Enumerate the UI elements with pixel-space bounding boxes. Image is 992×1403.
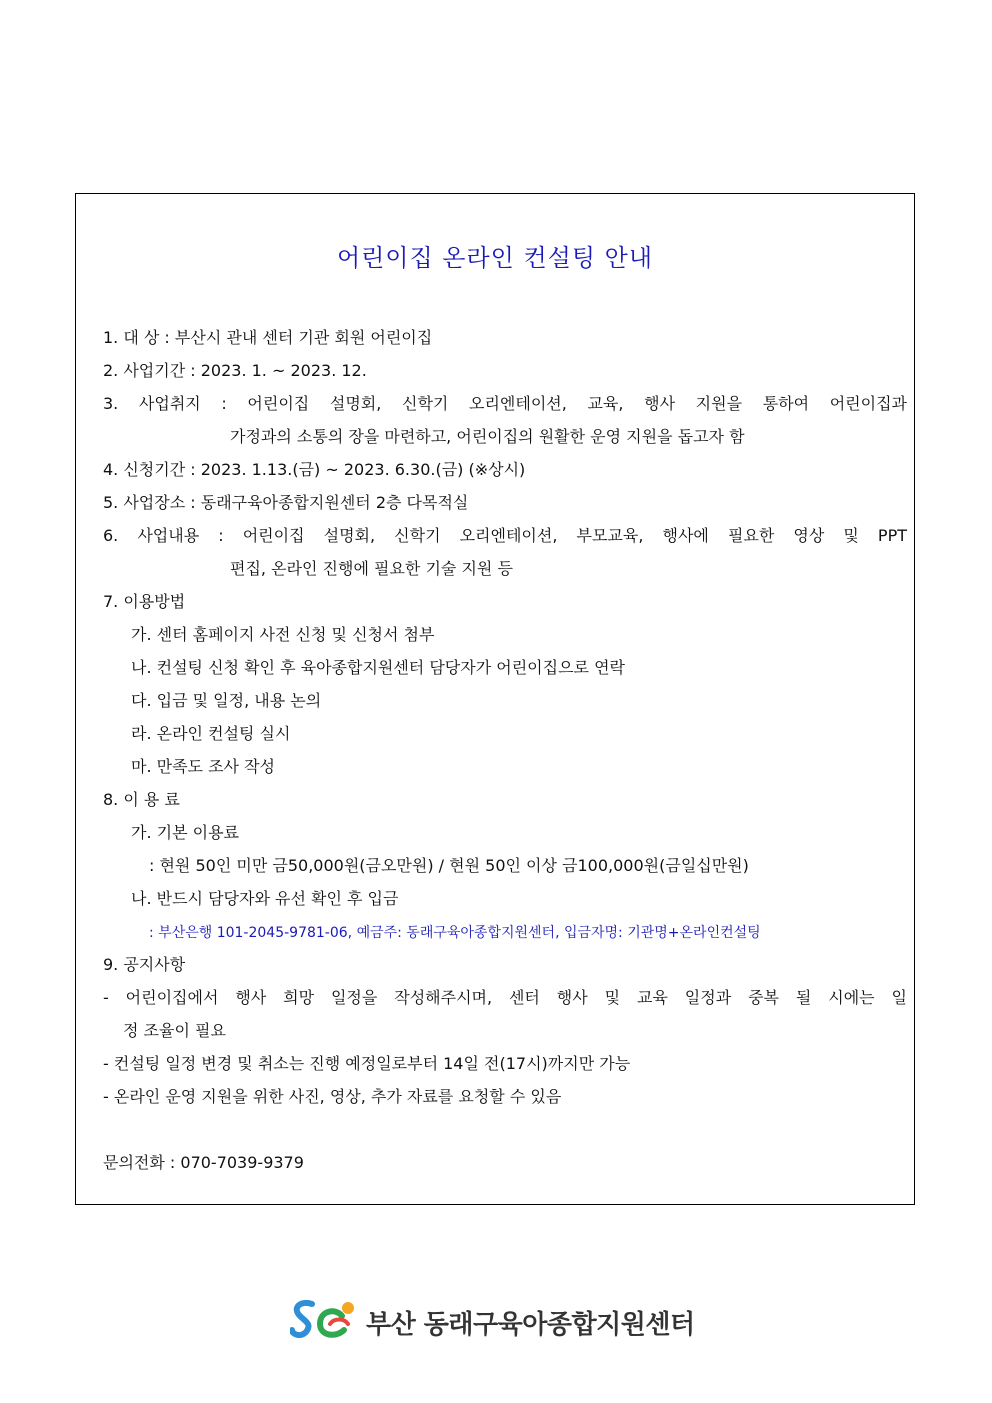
notice-item-1-line1: - 어린이집에서 행사 희망 일정을 작성해주시며, 센터 행사 및 교육 일정과 중복 될 시에는 일 [103, 988, 907, 1007]
organization-name: 부산 동래구육아종합지원센터 [366, 1310, 695, 1340]
fee-heading: 8. 이 용 료 [103, 790, 180, 809]
item-period: 2. 사업기간 : 2023. 1. ~ 2023. 12. [103, 361, 367, 380]
footer [290, 1296, 710, 1346]
notice-item-3: - 온라인 운영 지원을 위한 사진, 영상, 추가 자료를 요청할 수 있음 [103, 1087, 562, 1106]
item-apply-period: 4. 신청기간 : 2023. 1.13.(금) ~ 2023. 6.30.(금) (※상시) [103, 460, 526, 479]
page-title: 어린이집 온라인 컨설팅 안내 [336, 244, 654, 272]
notice-heading: 9. 공지사항 [103, 955, 186, 974]
fee-basic-detail: : 현원 50인 미만 금50,000원(금오만원) / 현원 50인 이상 금100,000원(금일십만원) [149, 856, 749, 875]
contact-phone: 문의전화 : 070-7039-9379 [103, 1153, 304, 1172]
item-content-line1: 6. 사업내용 : 어린이집 설명회, 신학기 오리엔테이션, 부모교육, 행사에 필요한 영상 및 PPT [103, 526, 907, 545]
item-purpose-line1: 3. 사업취지 : 어린이집 설명회, 신학기 오리엔테이션, 교육, 행사 지원을 통하여 어린이집과 [103, 394, 907, 413]
notice-box [75, 193, 915, 1205]
usage-step-b: 나. 컨설팅 신청 확인 후 육아종합지원센터 담당자가 어린이집으로 연락 [131, 658, 625, 677]
usage-step-e: 마. 만족도 조사 작성 [131, 757, 275, 776]
item-target: 1. 대 상 : 부산시 관내 센터 기관 회원 어린이집 [103, 328, 433, 347]
usage-step-c: 다. 입금 및 일정, 내용 논의 [131, 691, 322, 710]
usage-step-a: 가. 센터 홈페이지 사전 신청 및 신청서 첨부 [131, 625, 435, 644]
item-purpose-line2: 가정과의 소통의 장을 마련하고, 어린이집의 원활한 운영 지원을 돕고자 함 [230, 427, 745, 446]
notice-item-2: - 컨설팅 일정 변경 및 취소는 진행 예정일로부터 14일 전(17시)까지만 가능 [103, 1054, 631, 1073]
item-place: 5. 사업장소 : 동래구육아종합지원센터 2층 다목적실 [103, 493, 469, 512]
fee-basic: 가. 기본 이용료 [131, 823, 239, 842]
item-content-line2: 편집, 온라인 진행에 필요한 기술 지원 등 [230, 559, 513, 578]
notice-item-1-line2: 정 조율이 필요 [123, 1021, 226, 1040]
fee-confirm: 나. 반드시 담당자와 유선 확인 후 입금 [131, 889, 399, 908]
fee-account-detail: : 부산은행 101-2045-9781-06, 예금주: 동래구육아종합지원센터, 입금자명: 기관명+온라인컨설팅 [149, 925, 761, 941]
usage-step-d: 라. 온라인 컨설팅 실시 [131, 724, 291, 743]
sc-logo-icon [290, 1296, 360, 1342]
usage-heading: 7. 이용방법 [103, 592, 186, 611]
